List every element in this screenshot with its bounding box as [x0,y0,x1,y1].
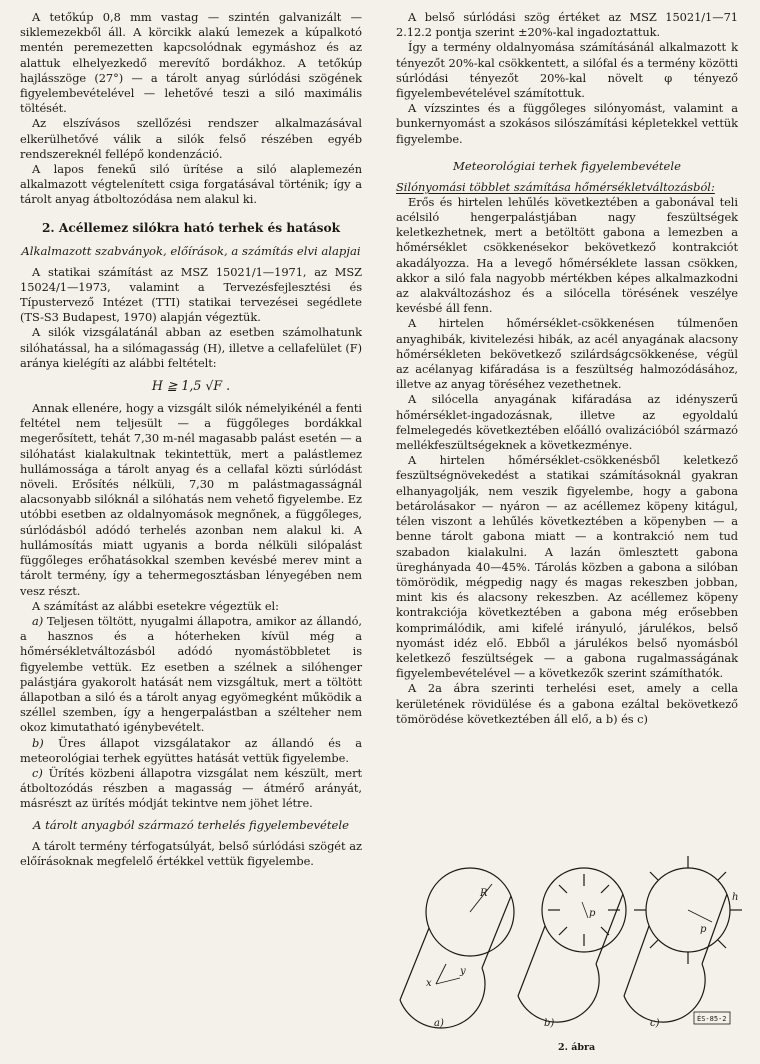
case-c-paragraph [20,766,362,812]
paragraph: Így a termény oldalnyomása számításánál alkalmazott k tényezőt 20%-kal csökkentett, a silófal és a termény közötti súrlódási tényezőt 20%-kal növelt φ tényező figyelembevételével számítottuk. [396,40,738,101]
case-label: a) [32,613,44,628]
label-c: c) [650,1018,660,1029]
paragraph: A tárolt termény térfogatsúlyát, belső súrlódási szögét az előírásoknak megfelelő értékkel vettük figyelembe. [20,838,362,868]
paragraph: A 2a ábra szerinti terhelési eset, amely a cella kerületének rövidülése és a gabona ezáltal bekövetkező tömörödése következtében áll elő, a b) és c) [396,681,738,726]
mark-y: y [460,966,466,977]
section-title: Meteorológiai terhek figyelembevétele [453,158,681,173]
subsection-title: Alkalmazott szabványok, előírások, a számítás elvi alapjai [21,243,361,258]
section-title: 2. Acéllemez silókra ható terhek és hatások [41,220,341,235]
paragraph: Erős és hirtelen lehűlés következtében a gabonával teli acélsiló hengerpalástjában nagy feszültségek keletkezhetnek, mert a betöltött gabona a lemezben a hőmérséklet csökkenésekor bekövetkező kontrakciót akadályozza. Ha a levegő hőmérséklete lassan csökken, akkor a siló fala nagyobb mértékben képes alkalmazkodni az alakváltozáshoz és a silócella törésének veszélye kevésbé áll fenn. [396,194,738,316]
cylinder-b [518,868,626,1022]
left-column [20,10,362,869]
label-b: b) [544,1018,555,1029]
paragraph: A belső súrlódási szög értéket az MSZ 15021/1—71 2.12.2 pontja szerint ±20%-kal ingadoztattuk. [396,10,738,40]
mark-p-b: p [589,908,596,919]
figure-2 [396,852,742,1058]
subsection-title: A tárolt anyagból származó terhelés figyelembevétele [33,817,349,832]
cylinder-a [400,868,514,1028]
paragraph: A silók vizsgálatánál abban az esetben számolhatunk silóhatással, ha a silómagasság (H), illetve a cellafelület (F) aránya kielégíti az alábbi feltételt: [20,325,362,370]
case-text: Ürítés közbeni állapotra vizsgálat nem készült, mert átboltozódás részben a magasság — átmérő arányát, másrészt az ürítés módját tekintve nem jöhet létre. [20,765,362,811]
paragraph: Annak ellenére, hogy a vizsgált silók némelyikénél a fenti feltétel nem teljesült — a függőleges bordákkal megerősített, tehát 7,30 m-nél magasabb palást esetén — a silóhatást kialakultnak tekintettük, mert a palástlemez hullámossága a tárolt anyag és a cellafal közti súrlódást növeli. Erősítés nélküli, 7,30 m palástmagasságnál alacsonyabb silóknál a silóhatás nem vehető figyelembe. Ez utóbbi esetben az oldalnyomások megnőnek, a függőleges, súrlódásból adódó terhelés azonban nem alakul ki. A hullámosítás miatt ugyanis a borda nélküli silópalást függőleges erőhatásokkal szemben kevésbé merev mint a tárolt termény, így a tehermegosztásban lényegében nem vesz részt. [20,401,362,598]
figure-stamp: ÉS-85-2 [697,1015,727,1023]
mark-h: h [732,892,739,903]
label-a: a) [434,1018,444,1029]
paragraph: A silócella anyagának kifáradása az idényszerű hőmérséklet-ingadozásnak, illetve az egyoldalú felmelegedés következtében előálló ovalizációból származó mellékfeszültségeknek a következménye. [396,392,738,453]
paragraph: A statikai számítást az MSZ 15021/1—1971, az MSZ 15024/1—1973, valamint a Tervezésfejlesztési és Típustervező Intézet (TTI) statikai tervezései segédlete (TS-S3 Budapest, 1970) alapján végeztük. [20,264,362,325]
paragraph: A számítást az alábbi esetekre végeztük el: [32,598,279,613]
subheading: Silónyomási többlet számítása hőmérsékletváltozásból: [396,179,715,194]
paragraph: A hirtelen hőmérséklet-csökkenésen túlmenően anyaghibák, kivitelezési hibák, az acél anyagának alacsony hőmérsékleten bekövetkező szilárdságcsökkenése, végül az acélanyag kifáradása is a feszültség halmozódásához, illetve az anyag töréséhez vezethetnek. [396,316,738,392]
figure-caption: 2. ábra [558,1042,596,1053]
paragraph: A hirtelen hőmérséklet-csökkenésből keletkező feszültségnövekedést a statikai számításoknál gyakran elhanyagolják, nem veszik figyelembe, hogy a gabona betárolásakor — nyáron — az acéllemez köpeny kitágul, télen viszont a lehűlés következtében a köpenyben — a benne tárolt gabona miatt — a kontrakció nem tud szabadon kialakulni. A lazán ömlesztett gabona üreghányada 40—45%. Tárolás közben a gabona a silóban tömörödik, mégpedig nagy és magas rekeszben jobban, mint kis és alacsony rekeszben. Az acéllemez köpeny kontrakciója következtében a gabona még erősebben komprimálódik, ami kifelé irányuló, járulékos, belső nyomást idéz elő. Ebből a járulékos belső nyomásból keletkező feszültségek — a gabona rugalmasságának figyelembevételével — a következők szerint számíthatók. [396,453,738,681]
cylinder-c [624,856,742,1022]
silo-load-diagram [396,852,742,1058]
mark-p-c: p [700,924,707,935]
paragraph: A lapos fenekű siló ürítése a siló alaplemezén alkalmazott végtelenített csiga forgatásával történik; így a tárolt anyag átboltozódása nem alakul ki. [20,162,362,207]
paragraph: Az elszívásos szellőzési rendszer alkalmazásával elkerülhetővé válik a silók felső részében egyéb rendszereknél fellépő kondenzáció. [20,116,362,161]
formula: H ≧ 1,5 √F . [151,378,231,394]
right-column [396,10,738,727]
paragraph: A vízszintes és a függőleges silónyomást, valamint a bunkernyomást a szokásos silószámítási képletekkel vettük figyelembe. [396,101,738,146]
case-text: Teljesen töltött, nyugalmi állapotra, amikor az állandó, a hasznos és a hóterheken kívül még a hőmérsékletváltozásból adódó nyomástöbbletet is figyelembe vettük. Ez esetben a szélnek a silóhenger palástjára gyakorolt hatását nem vizsgáltuk, mert a töltött állapotban a siló és a tárolt anyag egyömegként működik a széllel szemben, így a hengerpalástban a szélteher nem okoz kimutatható igénybevételt. [20,613,362,735]
case-label: c) [32,765,43,780]
case-text: Üres állapot vizsgálatakor az állandó és a meteorológiai terhek együttes hatását vettük figyelembe. [20,735,362,765]
case-label: b) [32,735,44,750]
case-a-paragraph [20,614,362,736]
mark-R: R [480,888,488,899]
mark-x: x [426,978,432,989]
paragraph: A tetőkúp 0,8 mm vastag — szintén galvanizált — siklemezekből áll. A körcikk alakú lemezek a kúpalkotó mentén peremezetten kapcsolódnak egymáshoz és az alattuk elhelyezkedő merevítő bordákhoz. A tetőkúp hajlásszöge (27°) — a tárolt anyag súrlódási szögének figyelembevételével — lehetővé teszi a siló maximális töltését. [20,10,362,116]
case-b-paragraph [20,736,362,766]
